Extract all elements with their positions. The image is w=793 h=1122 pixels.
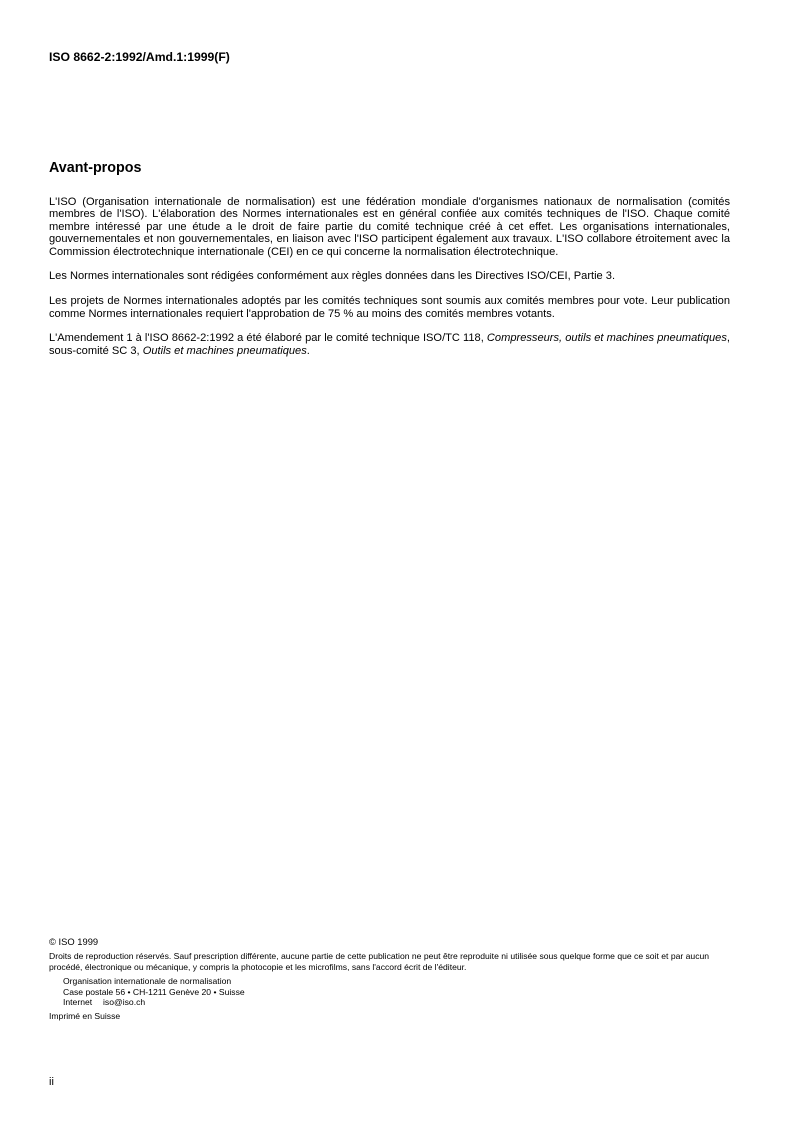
foreword-body	[49, 196, 730, 370]
rights-statement: Droits de reproduction réservés. Sauf prescription différente, aucune partie de cette publication ne peut être reproduite ni utilisée sous quelque forme que ce soit et par aucun procédé, électronique ou mécanique, y compris la photocopie et les microfilms, sans l'accord écrit de l'éditeur.	[49, 951, 710, 972]
copyright-footer	[49, 937, 739, 1022]
subcommittee-title: Outils et machines pneumatiques	[142, 344, 307, 357]
foreword-paragraph-3: Les projets de Normes internationales adoptés par les comités techniques sont soumis aux comités membres pour vote. Leur publication comme Normes internationales requiert l'approbation de 75 % au moins des comités membres votants.	[49, 295, 730, 320]
foreword-paragraph-4	[49, 332, 730, 357]
paragraph-4-text-b: , sous-comité SC 3,	[49, 332, 730, 357]
foreword-paragraph-2: Les Normes internationales sont rédigées conformément aux règles données dans les Directives ISO/CEI, Partie 3.	[49, 270, 616, 283]
organization-name: Organisation internationale de normalisation	[63, 976, 232, 987]
internet-line	[63, 997, 739, 1007]
internet-label: Internet	[63, 997, 93, 1008]
paragraph-4-text-a: L'Amendement 1 à l'ISO 8662-2:1992 a été élaboré par le comité technique ISO/TC 118,	[49, 332, 487, 345]
postal-address: Case postale 56 • CH-1211 Genève 20 • Suisse	[63, 986, 245, 997]
printed-in: Imprimé en Suisse	[49, 1011, 121, 1022]
committee-title: Compresseurs, outils et machines pneumatiques	[486, 332, 727, 345]
foreword-paragraph-1: L'ISO (Organisation internationale de normalisation) est une fédération mondiale d'organismes nationaux de normalisation (comités membres de l'ISO). L'élaboration des Normes internationales est en général confiée aux comités techniques de l'ISO. Chaque comité membre intéressé par une étude a le droit de faire partie du comité technique créé à cet effet. Les organisations internationales, gouvernementales et non gouvernementales, en liaison avec l'ISO participent également aux travaux. L'ISO collabore étroitement avec la Commission électrotechnique internationale (CEI) en ce qui concerne la normalisation électrotechnique.	[49, 196, 730, 258]
page-number: ii	[49, 1076, 54, 1088]
publisher-address	[49, 976, 739, 1007]
document-header: ISO 8662-2:1992/Amd.1:1999(F)	[49, 50, 230, 64]
paragraph-4-text-c: .	[306, 344, 310, 357]
copyright-notice: © ISO 1999	[49, 936, 99, 947]
foreword-heading: Avant-propos	[49, 160, 142, 176]
email-link[interactable]: iso@iso.ch	[103, 997, 146, 1008]
